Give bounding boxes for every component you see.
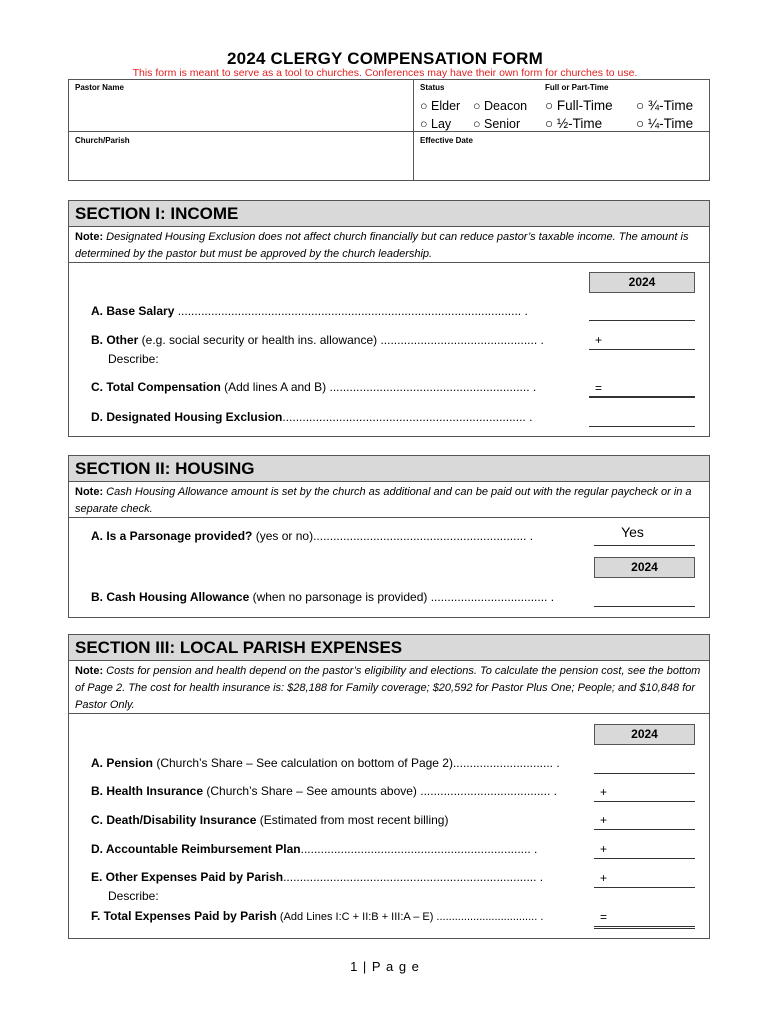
quarter-time-radio[interactable]: ○ ¼-Time (636, 116, 694, 131)
note-label: Note: (75, 665, 104, 677)
other-expenses-row: E. Other Expenses Paid by Parish............................................................................ . (91, 870, 544, 884)
status-senior-radio[interactable]: ○ Senior (473, 117, 521, 131)
form-subtitle: This form is meant to serve as a tool to churches. Conferences may have their own form for churches to use. (132, 67, 638, 79)
other-expenses-describe: Describe: (108, 889, 159, 903)
section1-note (69, 227, 709, 263)
other-row: B. Other (e.g. social security or health ins. allowance) ............................................... . (91, 333, 544, 347)
effective-date-label: Effective Date (420, 136, 473, 145)
total-compensation-row: C. Total Compensation (Add lines A and B) ............................................................ . (91, 380, 537, 394)
other-describe: Describe: (108, 352, 159, 366)
housing-exclusion-field[interactable] (589, 409, 695, 427)
health-insurance-row: B. Health Insurance (Church’s Share – See amounts above) ....................................... . (91, 784, 557, 798)
info-box (68, 79, 710, 181)
half-time-radio[interactable]: ○ ½-Time (545, 116, 603, 131)
total-compensation-field[interactable]: = (589, 380, 695, 398)
section1-year: 2024 (589, 272, 695, 293)
section1-heading: SECTION I: INCOME (69, 201, 709, 227)
form-title: 2024 CLERGY COMPENSATION FORM (227, 49, 543, 68)
status-deacon-radio[interactable]: ○ Deacon (473, 99, 528, 113)
pastor-name-label: Pastor Name (75, 83, 124, 92)
note-text: Designated Housing Exclusion does not affect church financially but can reduce pastor’s taxable income. The amount is determined by the pastor but must be approved by the church leadership. (75, 231, 689, 260)
pension-field[interactable] (594, 756, 695, 774)
status-elder-radio[interactable]: ○ Elder (420, 99, 461, 113)
base-salary-row: A. Base Salary ....................................................................................................... . (91, 304, 528, 318)
death-disability-field[interactable]: + (594, 812, 695, 830)
note-label: Note: (75, 486, 104, 498)
section3-heading: SECTION III: LOCAL PARISH EXPENSES (69, 635, 709, 661)
note-text: Costs for pension and health depend on the pastor’s eligibility and elections. To calculate the pension cost, see the bottom of Page 2. The cost for health insurance is: $28,188 for Family coverage; $20,592 for Pastor Plus One; People; and $10,848 for Pastor Only. (75, 665, 701, 711)
total-expenses-field[interactable]: = (594, 909, 695, 929)
parsonage-row: A. Is a Parsonage provided? (yes or no)................................................................ . (91, 529, 534, 543)
section2-heading: SECTION II: HOUSING (69, 456, 709, 482)
section3-note (69, 661, 709, 714)
total-expenses-row: F. Total Expenses Paid by Parish (Add Lines I:C + II:B + III:A – E) ................................. . (91, 909, 544, 923)
section3-year: 2024 (594, 724, 695, 745)
health-insurance-field[interactable]: + (594, 784, 695, 802)
note-text: Cash Housing Allowance amount is set by the church as additional and can be paid out with the regular paycheck or in a separate check. (75, 486, 692, 515)
parsonage-field[interactable] (594, 524, 695, 546)
cash-housing-row: B. Cash Housing Allowance (when no parsonage is provided) ................................... . (91, 590, 555, 604)
church-label: Church/Parish (75, 136, 130, 145)
base-salary-field[interactable] (589, 303, 695, 321)
note-label: Note: (75, 231, 104, 243)
status-lay-radio[interactable]: ○ Lay (420, 117, 452, 131)
pension-row: A. Pension (Church’s Share – See calculation on bottom of Page 2).............................. . (91, 756, 560, 770)
three-quarter-time-radio[interactable]: ○ ¾-Time (636, 98, 694, 113)
other-field[interactable]: + (589, 332, 695, 350)
status-label: Status (420, 83, 445, 92)
parsonage-value: Yes (621, 524, 644, 540)
full-time-radio[interactable]: ○ Full-Time (545, 98, 613, 113)
reimbursement-row: D. Accountable Reimbursement Plan..................................................................... . (91, 842, 538, 856)
death-disability-row: C. Death/Disability Insurance (Estimated from most recent billing) (91, 813, 449, 827)
other-expenses-field[interactable]: + (594, 870, 695, 888)
housing-exclusion-row: D. Designated Housing Exclusion......................................................................... . (91, 410, 533, 424)
section2-year: 2024 (594, 557, 695, 578)
reimbursement-field[interactable]: + (594, 841, 695, 859)
full-part-label: Full or Part-Time (545, 83, 609, 92)
page-number: 1 | P a g e (350, 959, 420, 974)
cash-housing-field[interactable] (594, 589, 695, 607)
section2-note (69, 482, 709, 518)
